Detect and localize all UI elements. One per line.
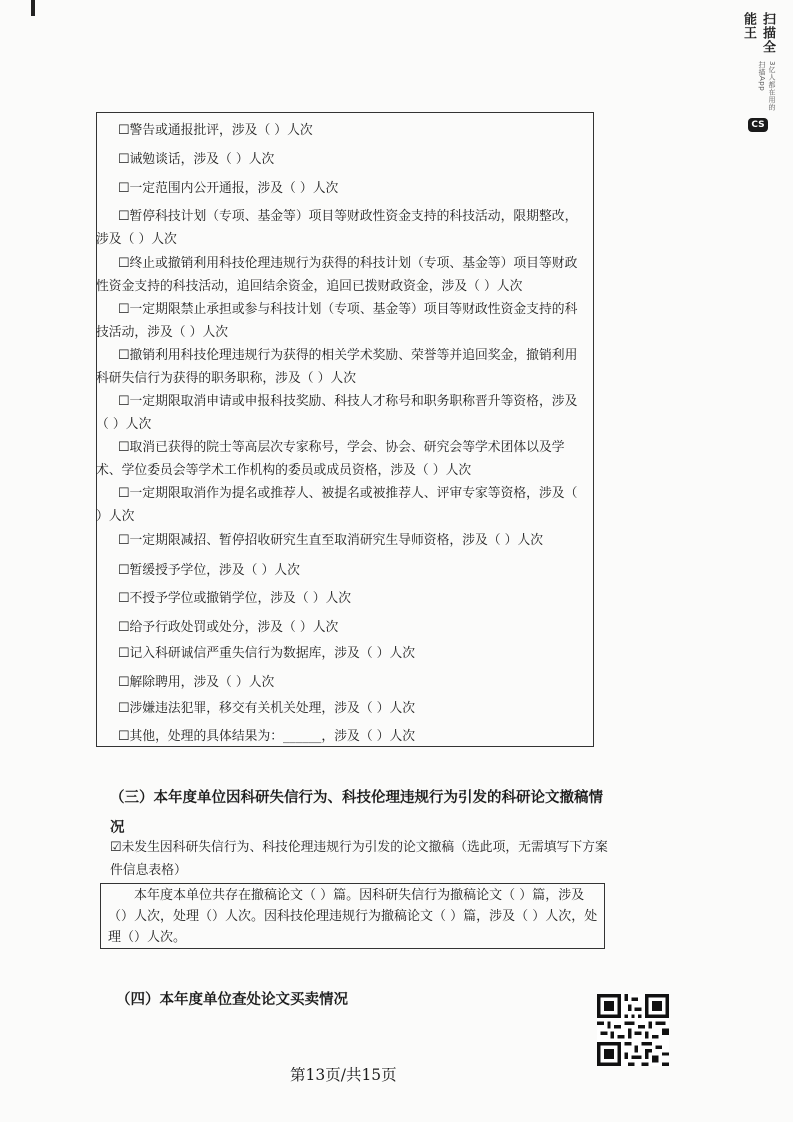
section3-title: （三）本年度单位因科研失信行为、科技伦理违规行为引发的科研论文撤稿情 <box>110 789 603 806</box>
option-other[interactable]: ☐其他，处理的具体结果为：______，涉及（ ）人次 <box>118 729 416 744</box>
option-record-database[interactable]: ☐记入科研诚信严重失信行为数据库，涉及（ ）人次 <box>118 646 416 661</box>
watermark-brand: 扫描全能王 <box>741 12 775 54</box>
section3-title-cont: 况 <box>110 819 125 836</box>
option-warning[interactable]: ☐警告或通报批评，涉及（ ）人次 <box>118 123 313 138</box>
option-suspend-project[interactable]: ☐暂停科技计划（专项、基金等）项目等财政性资金支持的科技活动，限期整改，涉及（ ）人次 <box>96 209 578 247</box>
section4-title: （四）本年度单位查处论文买卖情况 <box>116 991 348 1008</box>
option-no-retraction[interactable]: ☑未发生因科研失信行为、科技伦理违规行为引发的论文撤稿（选此项，无需填写下方案件信息表格） <box>110 840 608 878</box>
option-administrative-penalty[interactable]: ☐给予行政处罚或处分，涉及（ ）人次 <box>118 620 339 635</box>
option-deny-degree[interactable]: ☐不授予学位或撤销学位，涉及（ ）人次 <box>118 591 352 606</box>
option-cancel-nomination[interactable]: ☐一定期限取消作为提名或推荐人、被提名或被推荐人、评审专家等资格，涉及（ ）人次 <box>96 486 578 524</box>
watermark-slogan: 3亿人都在用的扫描App <box>758 60 776 111</box>
option-public-notice[interactable]: ☐一定范围内公开通报，涉及（ ）人次 <box>118 181 339 196</box>
page-number: 第13页/共15页 <box>290 1066 397 1084</box>
option-revoke-award[interactable]: ☐撤销利用科技伦理违规行为获得的相关学术奖励、荣誉等并追回奖金，撤销利用科研失信行为获得的职务职称，涉及（ ）人次 <box>96 348 578 386</box>
option-postpone-degree[interactable]: ☐暂缓授予学位，涉及（ ）人次 <box>118 563 300 578</box>
option-revoke-title[interactable]: ☐取消已获得的院士等高层次专家称号，学会、协会、研究会等学术团体以及学术、学位委员会等学术工作机构的委员或成员资格，涉及（ ）人次 <box>96 440 565 478</box>
option-dismissal[interactable]: ☐解除聘用，涉及（ ）人次 <box>118 675 275 690</box>
option-cancel-application[interactable]: ☐一定期限取消申请或申报科技奖励、科技人才称号和职务职称晋升等资格，涉及（ ）人次 <box>96 394 578 432</box>
option-criminal-transfer[interactable]: ☐涉嫌违法犯罪，移交有关机关处理，涉及（ ）人次 <box>118 701 416 716</box>
option-admonition-talk[interactable]: ☐诫勉谈话，涉及（ ）人次 <box>118 152 275 167</box>
retraction-fill-text: 本年度本单位共存在撤稿论文（ ）篇。因科研失信行为撤稿论文（ ）篇，涉及（）人次，处理（）人次。因科技伦理违规行为撤稿论文（ ）篇，涉及（ ）人次，处理（）人次。 <box>108 888 598 945</box>
qr-code-icon <box>597 994 669 1066</box>
watermark-logo: CS <box>748 118 768 132</box>
option-terminate-project[interactable]: ☐终止或撤销利用科技伦理违规行为获得的科技计划（专项、基金等）项目等财政性资金支持的科技活动，追回结余资金，追回已拨财政资金，涉及（ ）人次 <box>96 256 578 294</box>
scan-edge-mark <box>31 0 35 16</box>
option-reduce-enrollment[interactable]: ☐一定期限减招、暂停招收研究生直至取消研究生导师资格，涉及（ ）人次 <box>118 533 544 548</box>
scanner-watermark <box>734 12 782 132</box>
option-ban-project[interactable]: ☐一定期限禁止承担或参与科技计划（专项、基金等）项目等财政性资金支持的科技活动，涉及（ ）人次 <box>96 302 578 340</box>
